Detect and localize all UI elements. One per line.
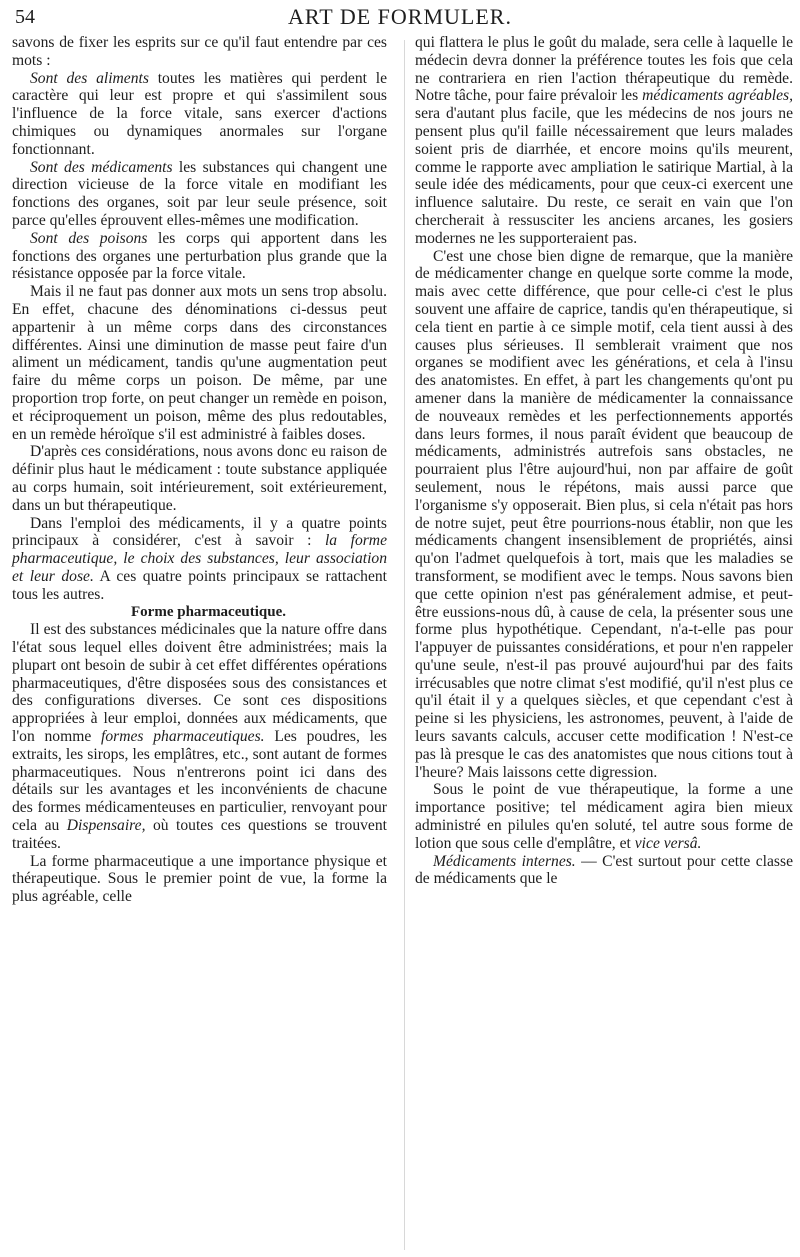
paragraph: C'est une chose bien digne de remarque, que la manière de médicamenter change en quelque sorte comme la mode, mais avec cette différence, que pour celle-ci c'est le plus souvent une affaire de caprice, tandis qu'en thérapeutique, si cela tient en partie à ce simple motif, cela tient aussi à des causes plus sérieuses. Il semblerait vraiment que nos organes se modifient avec les générations, et cela à l'insu des anatomistes. En effet, à part les changements qu'ont pu amener dans la manière de médicamenter la connaissance de nouveaux remèdes et les perfectionnements apportés dans leurs formes, il nous paraît évident que beaucoup de médicaments, administrés autrefois sans obstacles, ne pourraient plus l'être aujourd'hui, non par affaire de goût seulement, nous le répétons, mais aussi parce que l'organisme s'y opposerait. Bien plus, si cela n'était pas hors de notre sujet, peut être pourrions-nous établir, non que les médicaments changent insensiblement de propriétés, ainsi qu'on l'admet quelquefois à tort, mais que les maladies se transforment, se modifient avec le temps. Nous savons bien que cette opinion n'est pas généralement admise, et peut-être eussions-nous dû, à cause de cela, la présenter sous une forme plus hypothétique. Cependant, n'a-t-elle pas pour l'appuyer de puissantes considérations, et pour n'en rappeler qu'une seule, n'est-il pas prouvé aujourd'hui par des faits irrécusables que notre climat s'est modifié, qu'il n'est plus ce qu'il était il y a quelques siècles, et que cependant c'est à peine si les physiciens, les astronomes, peuvent, à l'aide de leurs savants calculs, accuser cette modification ! N'est-ce pas là presque le cas des anatomistes que nous citions tout à l'heure? Mais laissons cette digression. — [415, 247, 793, 781]
definition-medicaments — [12, 159, 387, 230]
paragraph: savons de fixer les esprits sur ce qu'il faut entendre par ces mots : — [12, 34, 387, 69]
paragraph: Il est des substances médicinales que la nature offre dans l'état sous lequel elles doivent être administrées; mais la plupart ont besoin de subir à cet effet différentes opérations pharmaceutiques, d'être disposées sous des consistances et des configurations diverses. Ce sont ces dispositions appropriées à leur emploi, données aux médicaments, que l'on nomme formes pharmaceutiques. Les poudres, les extraits, les sirops, les emplâtres, etc., sont autant de formes pharmaceutiques. Nous n'entrerons point ici dans des détails sur les avantages et les inconvénients de chacune des formes médicamenteuses en particulier, renvoyant pour cela au Dispensaire, où toutes ces questions se trouvent traitées. — [12, 621, 387, 852]
page-number: 54 — [15, 6, 35, 28]
column-divider — [404, 40, 405, 1250]
term: Sont des médicaments — [30, 158, 173, 176]
section-title: Forme pharmaceutique. — [131, 603, 286, 620]
term: Sont des poisons — [30, 229, 148, 247]
definition-text: les corps qui apportent dans les fonctions des organes une perturbation plus grande que la résistance opposée par la force vitale. — [12, 229, 387, 283]
paragraph: Sous le point de vue thérapeutique, la forme a une importance positive; tel médicament agira bien mieux administré en pilules qu'en soluté, tel autre sous forme de lotion que sous celle d'emplâtre, et vice versâ. — [415, 781, 793, 852]
definition-poisons — [12, 230, 387, 283]
definition-text: toutes les matières qui perdent le caractère qui leur est propre et qui s'assimilent sous l'influence de la force vitale, sans exercer d'actions chimiques ou dynamiques anormales sur l'organe fonctionnant. — [12, 69, 387, 158]
page-header — [10, 2, 790, 32]
paragraph: Mais il ne faut pas donner aux mots un sens trop absolu. En effet, chacune des dénominations ci-dessus peut appartenir à un même corps dans des circonstances différentes. Ainsi une diminution de masse peut faire d'un aliment un médicament, tandis qu'une augmentation peut faire du même corps un poison. De même, par une proportion trop forte, on peut changer un remède en poison, et réciproquement un poison, même des plus redoutables, en un remède héroïque s'il est administré à faibles doses. — [12, 283, 387, 443]
paragraph: D'après ces considérations, nous avons donc eu raison de définir plus haut le médicament : toute substance appliquée au corps humain, soit intérieurement, soit extérieurement, dans un but thérapeutique. — [12, 443, 387, 514]
paragraph: qui flattera le plus le goût du malade, sera celle à laquelle le médecin devra donner la préférence toutes les fois que cela ne contrariera en rien l'action thérapeutique du remède. Notre tâche, pour faire prévaloir les médicaments agréables, sera d'autant plus facile, que les médecins de nos jours ne pensent plus qu'il faille nécessairement que leurs malades soient pris de diarrhée, et encore moins qu'ils meurent, comme le rapporte avec ampliation le satirique Martial, à la seule idée des médicaments, pour que ceux-ci exercent une influence salutaire. Du reste, ce serait en vain que l'on chercherait à ressusciter les anciens arcanes, les gosiers modernes ne les supporteraient pas. — [415, 34, 793, 247]
paragraph: Médicaments internes. — C'est surtout pour cette classe de médicaments que le — [415, 852, 793, 888]
right-column — [415, 34, 793, 888]
paragraph: La forme pharmaceutique a une importance physique et thérapeutique. Sous le premier point de vue, la forme la plus agréable, celle — [12, 852, 387, 906]
definition-text: les substances qui changent une direction vicieuse de la force vitale en modifiant les fonctions des organes, soit par leur seule présence, soit parce qu'elles éprouvent elles-mêmes une modification. — [12, 158, 388, 229]
left-column — [12, 34, 387, 906]
definition-aliments — [12, 70, 387, 159]
running-title: ART DE FORMULER. — [288, 4, 512, 29]
paragraph: Dans l'emploi des médicaments, il y a quatre points principaux à considérer, c'est à savoir : la forme pharmaceutique, le choix des substances, leur association et leur dose. A ces quatre points principaux se rattachent tous les autres. — [12, 514, 388, 603]
term: Sont des aliments — [30, 69, 149, 87]
